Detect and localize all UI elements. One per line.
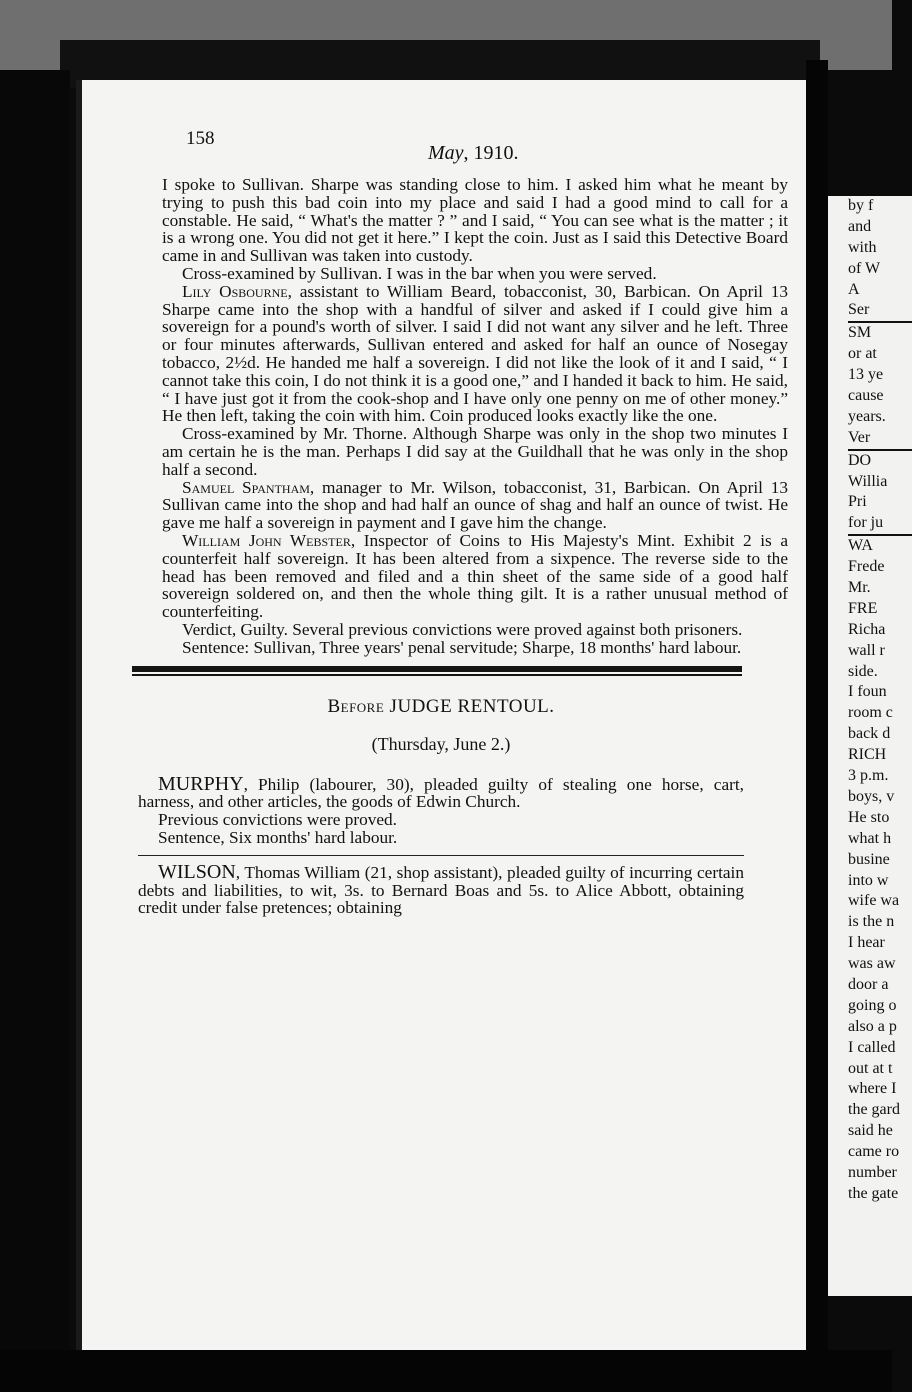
facing-line: door a	[848, 975, 889, 993]
facing-line: also a p	[848, 1017, 897, 1035]
facing-line: years.	[848, 407, 886, 425]
facing-line: what h	[848, 829, 892, 847]
facing-line: by f	[848, 197, 874, 214]
facing-line: Frede	[848, 558, 885, 576]
facing-line: was aw	[848, 955, 896, 973]
case-paragraph	[138, 772, 744, 812]
book-page	[76, 80, 808, 1350]
running-title-year: , 1910.	[463, 142, 519, 164]
facing-line: He sto	[848, 808, 890, 826]
case-divider	[138, 855, 744, 856]
section-date: (Thursday, June 2.)	[371, 733, 511, 754]
paragraph	[162, 283, 788, 425]
section-divider	[132, 666, 742, 672]
facing-line: DO	[848, 449, 912, 472]
paragraph	[162, 479, 788, 532]
facing-line: boys, v	[848, 787, 895, 805]
facing-line: back d	[848, 725, 891, 743]
facing-line: Mr.	[848, 579, 871, 597]
section-title-before: Before	[327, 696, 385, 717]
facing-line: for ju	[848, 514, 884, 532]
facing-line: of W	[848, 259, 881, 277]
facing-line: 13 ye	[848, 366, 884, 384]
facing-line: or at	[848, 345, 877, 363]
facing-line: is the n	[848, 913, 895, 931]
facing-line: said he	[848, 1122, 893, 1140]
facing-line: out at t	[848, 1059, 893, 1077]
facing-line: room c	[848, 704, 893, 722]
case-text: , Philip (labourer, 30), pleaded guilty of stealing one horse, cart, harness, and other articles, the goods of Edwin Church.	[138, 774, 744, 812]
facing-line: wife wa	[848, 892, 900, 910]
facing-line: the gate	[848, 1184, 899, 1202]
paragraph: Cross-examined by Sullivan. I was in the bar when you were served.	[182, 263, 657, 283]
running-title-month: May	[428, 142, 464, 164]
facing-line: Ser	[848, 301, 870, 319]
facing-line: came ro	[848, 1143, 900, 1161]
facing-line: WA	[848, 534, 912, 557]
running-title	[428, 142, 519, 165]
case-text: , Thomas William (21, shop assistant), pleaded guilty of incurring certain debts and liabilities, to wit, 3s. to Bernard Boas and 5s. to Alice Abbott, obtaining credit under false pretences; obtaining	[138, 862, 744, 918]
facing-line: number	[848, 1163, 897, 1181]
paragraph	[162, 532, 788, 621]
facing-line: A	[848, 280, 860, 298]
facing-line: into w	[848, 871, 889, 889]
section-divider-thin	[132, 674, 742, 676]
case-paragraph: Sentence, Six months' hard labour.	[158, 827, 398, 847]
paragraph: Sentence: Sullivan, Three years' penal servitude; Sharpe, 18 months' hard labour.	[182, 637, 742, 657]
facing-line: and	[848, 217, 872, 235]
witness-name: Lily Osbourne	[182, 281, 288, 301]
facing-line: Ver	[848, 428, 871, 446]
facing-page-fragment	[828, 196, 912, 1296]
facing-line: busine	[848, 850, 890, 868]
book-spine	[806, 60, 828, 1392]
testimony-text	[162, 176, 788, 657]
facing-line: I hear	[848, 934, 885, 952]
section-title	[138, 698, 744, 716]
paragraph: Cross-examined by Mr. Thorne. Although Sharpe was only in the shop two minutes I am certain he is the man. Perhaps I did say at the Guildhall that he was only in the shop half a second.	[162, 424, 788, 479]
facing-line: where I	[848, 1080, 897, 1098]
facing-line: with	[848, 238, 877, 256]
facing-line: RICH	[848, 746, 887, 764]
facing-line: I called	[848, 1038, 896, 1056]
paragraph: I spoke to Sullivan. Sharpe was standing close to him. I asked him what he meant by trying to push this bad coin into my place and said I had a good mind to call for a constable. He said, “ What's the matter ? ” and I said, “ You can see what is the matter ; it is a wrong one. You did not get it here.” I kept the coin. Just as I said this Detective Board came in and Sullivan was taken into custody.	[162, 175, 788, 266]
facing-line: Willia	[848, 472, 888, 490]
facing-line: cause	[848, 387, 884, 405]
paragraph-text: , assistant to William Beard, tobacconist, 30, Barbican. On April 13 Sharpe came into the shop with a handful of silver and asked if I could give him a sovereign for a pound's worth of silver. I said I did not want any silver and he left. Three or four minutes afterwards, Sullivan entered and asked for half an ounce of Nosegay tobacco, 2½d. He handed me half a sovereign. I did not like the look of it and I said, “ I cannot take this coin, I do not think it is a good one,” and I handed it back to him. He said, “ I have just got it from the cook-shop and I have only one penny on me of other money.” He then left, taking the coin with him. Coin produced looks exactly like the one.	[162, 281, 788, 426]
scanner-bottom-edge	[0, 1350, 892, 1392]
judge-section	[138, 680, 744, 917]
facing-line: I foun	[848, 683, 887, 701]
facing-line: the gard	[848, 1101, 900, 1119]
paragraph-text: , manager to Mr. Wilson, tobacconist, 31, Barbican. On April 13 Sullivan came into the shop and had half an ounce of shag and half an ounce of twist. He gave me half a sovereign in payment and I gave him the change.	[162, 477, 789, 533]
facing-line: Richa	[848, 620, 886, 638]
defendant-name: MURPHY	[158, 772, 244, 795]
section-title-judge: JUDGE RENTOUL.	[389, 696, 555, 717]
paragraph-text: , Inspector of Coins to His Majesty's Mint. Exhibit 2 is a counterfeit half sovereign. It has been altered from a sixpence. The reverse side to the head has been removed and filed and a thin sheet of the same side of a good half sovereign soldered on, and then the whole thing gilt. It is a rather unusual method of counterfeiting.	[162, 530, 788, 622]
scanner-left-edge	[0, 70, 70, 1392]
witness-name: Samuel Spantham	[182, 477, 310, 497]
facing-line: wall r	[848, 641, 885, 659]
facing-line: 3 p.m.	[848, 767, 889, 785]
facing-line: Pri	[848, 493, 867, 511]
facing-line: side.	[848, 662, 878, 680]
facing-line: SM	[848, 321, 912, 344]
facing-line: going o	[848, 996, 897, 1014]
defendant-name: WILSON	[158, 860, 236, 883]
paragraph: Verdict, Guilty. Several previous convictions were proved against both prisoners.	[182, 619, 743, 639]
case-paragraph: Previous convictions were proved.	[158, 810, 398, 830]
witness-name: William John Webster	[182, 530, 351, 550]
facing-line: FRE	[848, 599, 878, 617]
case-paragraph	[138, 860, 744, 918]
page-number: 158	[186, 128, 215, 149]
